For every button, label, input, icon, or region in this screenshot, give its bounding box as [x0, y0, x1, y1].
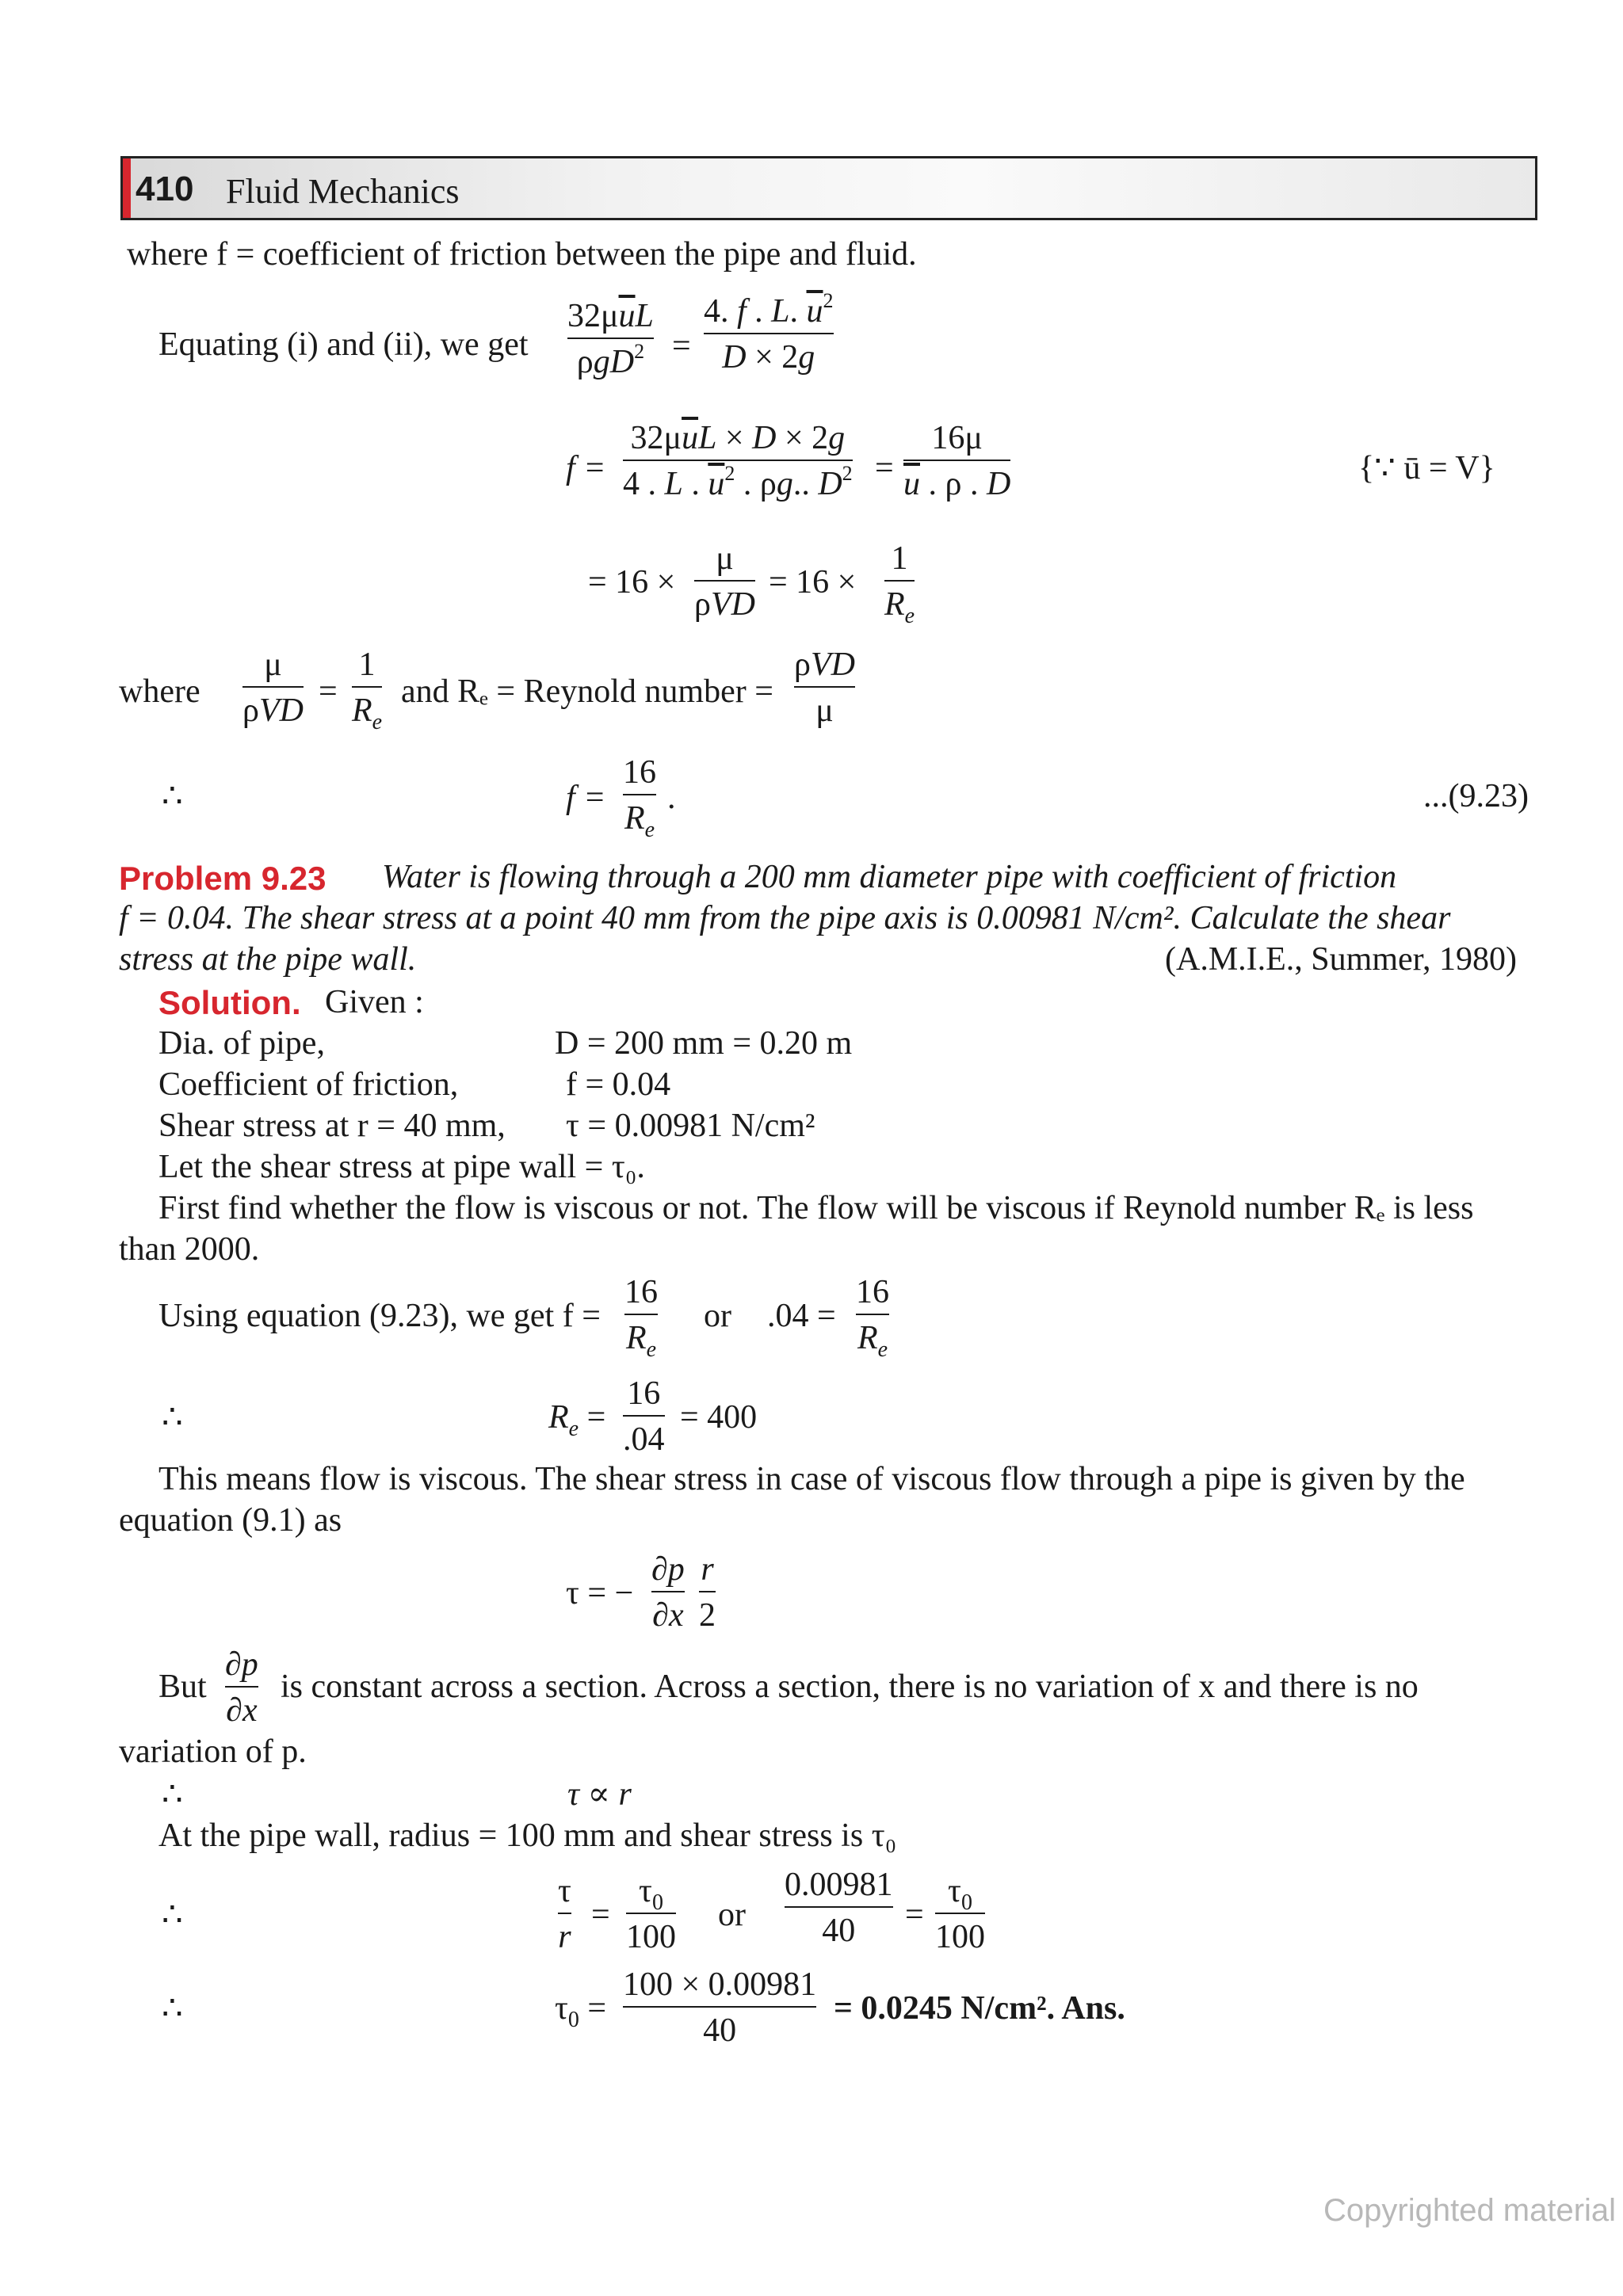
period: .	[667, 780, 676, 816]
fraction-16-Re: 16 $R_e$	[856, 1274, 889, 1362]
let-shear-line: Let the shear stress at pipe wall = τ₀.	[158, 1149, 645, 1185]
header-accent	[123, 158, 131, 218]
or-word: or	[704, 1298, 731, 1334]
equals-16x: = 16 ×	[769, 564, 857, 601]
since-note: {∵ ū = V}	[1358, 450, 1495, 486]
fraction-16mu: 16μ $\overline{u}$ . ρ . D	[903, 420, 1011, 502]
final-answer: = 0.0245 N/cm². Ans.	[834, 1990, 1125, 2027]
equals: =	[319, 673, 338, 710]
using-equation-label: Using equation (9.23), we get f =	[158, 1298, 601, 1334]
or-word: or	[718, 1897, 746, 1933]
where-label: where	[119, 673, 200, 710]
where-f-line: where f = coefficient of friction between the pipe and fluid.	[127, 236, 917, 273]
equation-number: ...(9.23)	[1423, 778, 1529, 814]
constant-line: is constant across a section. Across a section, there is no variation of x and there is no	[281, 1669, 1419, 1705]
problem-source: (A.M.I.E., Summer, 1980)	[1165, 941, 1517, 978]
fraction-tau0-100: $\tau_0$ 100	[935, 1873, 985, 1955]
equals: =	[875, 450, 894, 486]
given-shear-value: τ = 0.00981 N/cm²	[566, 1108, 815, 1144]
fraction-dp-dx: ∂p ∂x	[651, 1551, 685, 1634]
fraction-16-Re: 16 $R_e$	[623, 754, 656, 842]
problem-label: Problem 9.23	[119, 860, 327, 897]
equating-label: Equating (i) and (ii), we get	[158, 326, 529, 363]
given-dia-label: Dia. of pipe,	[158, 1025, 325, 1062]
problem-line-1: Water is flowing through a 200 mm diameter pipe with coefficient of friction	[382, 859, 1397, 895]
equals: =	[591, 1897, 610, 1933]
fraction-1-Re: 1 $R_e$	[884, 540, 915, 628]
book-title: Fluid Mechanics	[226, 172, 460, 211]
fraction-mu-rhoVD: μ ρVD	[242, 646, 304, 729]
therefore-symbol: ∴	[162, 1776, 183, 1813]
running-header	[120, 156, 1537, 220]
given-shear-label: Shear stress at r = 40 mm,	[158, 1108, 506, 1144]
equals: =	[672, 328, 691, 364]
fraction-00981-40: 0.00981 40	[785, 1867, 893, 1949]
given-dia-value: D = 200 mm = 0.20 m	[555, 1025, 853, 1062]
fraction-mu-rhoVD: μ ρVD	[694, 540, 755, 623]
variation-line: variation of p.	[119, 1733, 307, 1770]
reynold-definition: and Rₑ = Reynold number =	[401, 673, 773, 710]
fraction-tau0-100: $\tau_0$ 100	[626, 1873, 676, 1955]
re-equals: $R_e$ =	[548, 1399, 606, 1441]
f-equals: f =	[566, 780, 606, 816]
therefore-symbol: ∴	[162, 1990, 183, 2027]
solution-label: Solution.	[158, 984, 301, 1021]
fraction-dp-dx: ∂p ∂x	[225, 1646, 258, 1729]
given-friction-label: Coefficient of friction,	[158, 1066, 459, 1103]
pipe-wall-line: At the pipe wall, radius = 100 mm and shear stress is τ₀	[158, 1817, 897, 1854]
problem-line-3: stress at the pipe wall.	[119, 941, 417, 978]
given-label: Given :	[325, 984, 424, 1020]
copyright-watermark: Copyrighted material	[1323, 2193, 1617, 2228]
first-find-line-1: First find whether the flow is viscous or not. The flow will be viscous if Reynold number Rₑ is less	[158, 1190, 1474, 1226]
page-number: 410	[136, 170, 194, 208]
fraction-1-Re: 1 $R_e$	[352, 646, 383, 734]
f-equals: f =	[566, 450, 606, 486]
fraction-4fLu2: 4. f . L. $\overline{u}^2$ D × 2g	[704, 289, 834, 376]
given-friction-value: f = 0.04	[566, 1066, 671, 1103]
equals: =	[905, 1897, 924, 1933]
tau-equals-minus: τ = −	[566, 1575, 634, 1611]
fraction-rhoVD-mu: ρVD μ	[794, 646, 855, 729]
therefore-symbol: ∴	[162, 778, 183, 814]
equals-16x: = 16 ×	[588, 564, 676, 601]
therefore-symbol: ∴	[162, 1399, 183, 1436]
fraction-16-Re: 16 $R_e$	[624, 1274, 658, 1362]
therefore-symbol: ∴	[162, 1897, 183, 1933]
problem-line-2: f = 0.04. The shear stress at a point 40 mm from the pipe axis is 0.00981 N/cm². Calculate the shear	[119, 900, 1451, 936]
point04-equals: .04 =	[767, 1298, 836, 1334]
tau-proportional-r: τ ∝ r	[567, 1776, 632, 1813]
fraction-16-04: 16 .04	[623, 1375, 665, 1458]
fraction-answer-calc: 100 × 0.00981 40	[623, 1966, 817, 2049]
equals-400: = 400	[680, 1399, 758, 1436]
fraction-r-2: r 2	[699, 1551, 716, 1634]
first-find-line-2: than 2000.	[119, 1231, 260, 1268]
viscous-line-1: This means flow is viscous. The shear stress in case of viscous flow through a pipe is given by the	[158, 1461, 1465, 1497]
fraction-32muuL: $32\mu\overline{u}L$ ρgD$^2$	[567, 298, 654, 380]
fraction-f-expanded: $32\mu\overline{u}L \times D \times 2g$ 4 . L . $\overline{u}^2$ . ρg.. $D^2$	[623, 420, 853, 502]
but-word: But	[158, 1669, 207, 1705]
viscous-line-2: equation (9.1) as	[119, 1502, 342, 1539]
tau0-equals: $\tau_0$ =	[555, 1990, 607, 2032]
fraction-tau-r: τ r	[558, 1873, 571, 1955]
